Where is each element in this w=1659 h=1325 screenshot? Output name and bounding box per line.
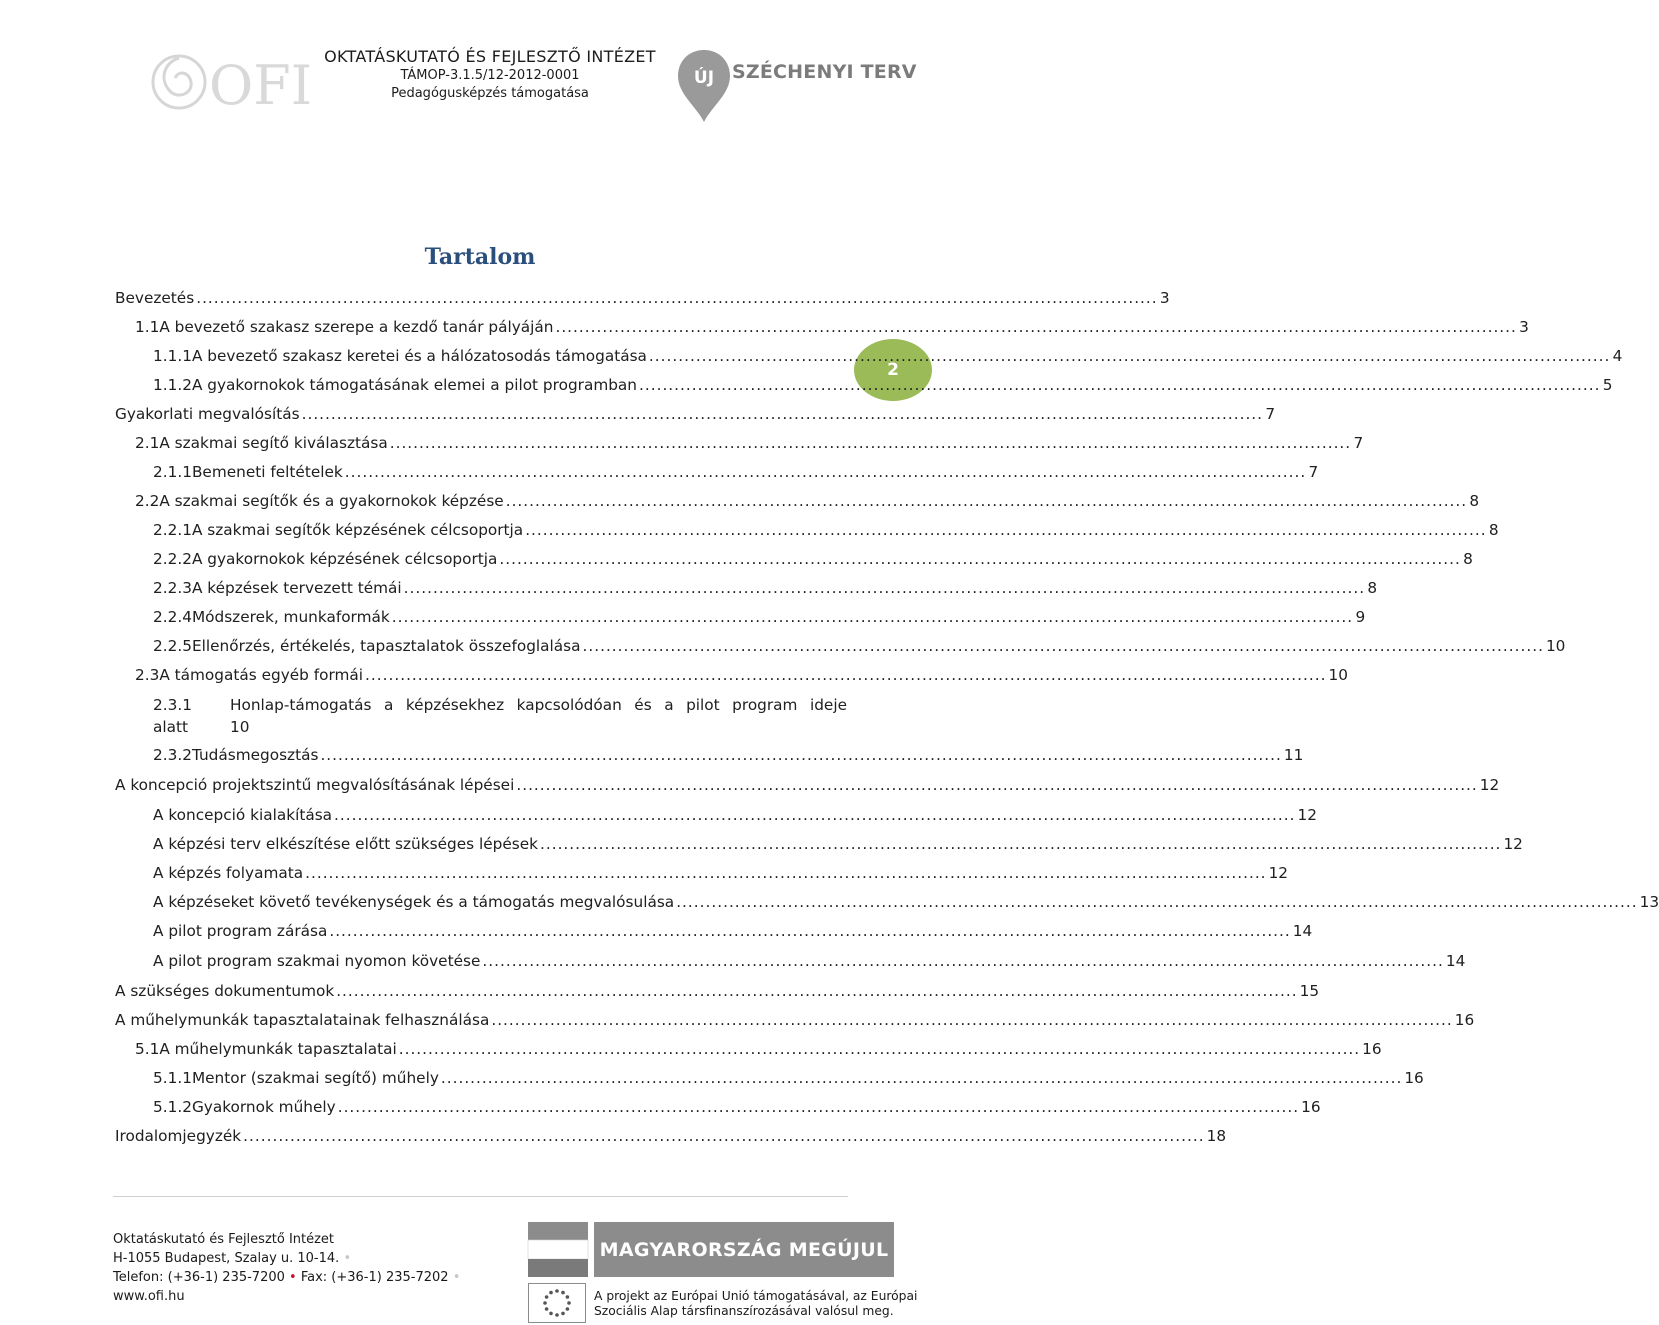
toc-entry-page: 10 <box>1545 637 1566 655</box>
toc-entry-page: 10 <box>230 718 250 736</box>
toc-entry-number: 2.2.1 <box>153 521 192 539</box>
toc-leader: .................................................................................................................................................................... <box>648 347 1611 365</box>
toc-entry-page: 18 <box>1206 1127 1227 1145</box>
toc-entry-label: A támogatás egyéb formái <box>159 666 364 684</box>
toc-entry-label: A koncepció projektszintű megvalósításának lépései <box>115 776 515 794</box>
toc-entry-page: 7 <box>1353 434 1364 452</box>
toc-leader: .................................................................................................................................................................... <box>539 835 1502 853</box>
toc-entry-page: 13 <box>1639 893 1659 911</box>
toc-entry-number: 2.1 <box>135 434 160 452</box>
bullet-icon: • <box>343 1251 352 1266</box>
toc-entry-number: 2.3.2 <box>153 746 192 764</box>
toc-leader: .................................................................................................................................................................... <box>243 1127 1205 1145</box>
toc-entry-page: 3 <box>1519 318 1529 336</box>
toc-entry[interactable] <box>153 950 1466 972</box>
institute-name: OKTATÁSKUTATÓ ÉS FEJLESZTŐ INTÉZET <box>324 47 656 66</box>
toc-entry-label: Irodalomjegyzék <box>115 1127 242 1145</box>
toc-entry-page: 14 <box>1445 952 1466 970</box>
toc-entry-number: 2.2.5 <box>153 637 192 655</box>
toc-entry-label: Ellenőrzés, értékelés, tapasztalatok összefoglalása <box>191 637 581 655</box>
toc-entry[interactable] <box>153 833 1523 855</box>
toc-entry-label: A szakmai segítő kiválasztása <box>159 434 388 452</box>
toc-entry-page: 16 <box>1454 1011 1475 1029</box>
toc-entry-label: A bevezető szakasz keretei és a hálózatosodás támogatása <box>191 347 647 365</box>
header-text <box>300 46 680 103</box>
toc-entry-page: 12 <box>1268 864 1289 882</box>
toc-entry[interactable] <box>153 606 1366 628</box>
toc-entry[interactable] <box>115 774 1500 796</box>
toc-entry-number: 1.1 <box>135 318 160 336</box>
eu-note-line: A projekt az Európai Unió támogatásával, az Európai <box>594 1289 918 1303</box>
toc-entry-label: A pilot program zárása <box>153 922 328 940</box>
toc-entry-number: 2.2.2 <box>153 550 192 568</box>
toc-entry-page: 11 <box>1283 746 1304 764</box>
toc-leader: .................................................................................................................................................................... <box>555 318 1517 336</box>
footer-divider <box>113 1196 848 1197</box>
toc-entry[interactable] <box>115 1009 1475 1031</box>
toc-entry[interactable] <box>153 891 1659 913</box>
toc-leader: .................................................................................................................................................................... <box>499 550 1461 568</box>
toc-entry-number: 5.1.2 <box>153 1098 192 1116</box>
toc-entry-page: 10 <box>1328 666 1348 684</box>
toc-leader: .................................................................................................................................................................... <box>389 434 1352 452</box>
toc-entry-label: A szükséges dokumentumok <box>115 982 335 1000</box>
toc-entry-number: 1.1.1 <box>153 347 192 365</box>
toc-leader: .................................................................................................................................................................... <box>196 289 1158 307</box>
toc-leader: .................................................................................................................................................................... <box>582 637 1544 655</box>
toc-entry[interactable] <box>153 1096 1321 1118</box>
toc-leader: .................................................................................................................................................................... <box>337 1098 1300 1116</box>
toc-entry-label: A szakmai segítők képzésének célcsoportja <box>191 521 524 539</box>
bullet-icon: • <box>452 1270 461 1285</box>
toc-entry-page: 16 <box>1362 1040 1382 1058</box>
toc-entry[interactable] <box>153 577 1378 599</box>
toc-entry[interactable] <box>153 862 1289 884</box>
toc-leader: .................................................................................................................................................................... <box>305 864 1267 882</box>
toc-entry[interactable] <box>153 744 1304 766</box>
toc-leader: .................................................................................................................................................................... <box>391 608 1354 626</box>
toc-entry[interactable] <box>153 694 847 738</box>
toc-entry-label: A szakmai segítők és a gyakornokok képzése <box>159 492 504 510</box>
toc-entry-label: Honlap-támogatás a képzésekhez kapcsolódóan és a pilot program ideje <box>230 696 847 714</box>
hungarian-flag-icon <box>528 1222 588 1277</box>
toc-entry-page: 14 <box>1292 922 1313 940</box>
toc-entry[interactable] <box>153 635 1566 657</box>
eu-funding-note <box>594 1289 917 1319</box>
toc-entry[interactable] <box>153 1067 1424 1089</box>
toc-entry[interactable] <box>153 374 1613 396</box>
toc-entry-label: Mentor (szakmai segítő) műhely <box>191 1069 439 1087</box>
toc-leader: .................................................................................................................................................................... <box>516 776 1478 794</box>
footer-website[interactable]: www.ofi.hu <box>113 1289 185 1304</box>
toc-entry-page: 9 <box>1355 608 1366 626</box>
toc-entry-page: 8 <box>1367 579 1378 597</box>
toc-entry-page: 7 <box>1265 405 1276 423</box>
toc-leader: .................................................................................................................................................................... <box>505 492 1468 510</box>
toc-entry-label: A műhelymunkák tapasztalatainak felhasználása <box>115 1011 490 1029</box>
toc-leader: .................................................................................................................................................................... <box>334 806 1296 824</box>
toc-entry-label: Bevezetés <box>115 289 195 307</box>
toc-entry[interactable] <box>153 804 1317 826</box>
toc-entry-label: A képzési terv elkészítése előtt szükséges lépések <box>153 835 538 853</box>
toc-entry-label: A képzések tervezett témái <box>191 579 402 597</box>
toc-entry-label: A gyakornokok képzésének célcsoportja <box>191 550 498 568</box>
toc-entry-page: 16 <box>1404 1069 1424 1087</box>
toc-entry[interactable] <box>153 345 1623 367</box>
toc-entry[interactable] <box>135 432 1364 454</box>
magyarorszag-megujul-banner: MAGYARORSZÁG MEGÚJUL <box>594 1222 894 1277</box>
toc-entry-label: A gyakornokok támogatásának elemei a pilot programban <box>191 376 637 394</box>
toc-entry-number: 2.2.4 <box>153 608 192 626</box>
svg-text:OFI: OFI <box>209 54 313 117</box>
toc-entry[interactable] <box>153 461 1319 483</box>
page-number-badge: 2 <box>854 339 932 401</box>
footer-org: Oktatáskutató és Fejlesztő Intézet <box>113 1232 335 1247</box>
toc-leader: .................................................................................................................................................................... <box>525 521 1487 539</box>
toc-entry[interactable] <box>153 920 1313 942</box>
toc-leader: .................................................................................................................................................................... <box>440 1069 1403 1087</box>
toc-entry-page: 4 <box>1612 347 1623 365</box>
toc-entry-page: 5 <box>1602 376 1613 394</box>
eu-flag-icon <box>528 1283 586 1323</box>
toc-leader: .................................................................................................................................................................... <box>639 376 1601 394</box>
footer-fax: Fax: (+36-1) 235-7202 <box>300 1270 449 1285</box>
toc-entry-number: 2.1.1 <box>153 463 192 481</box>
toc-entry[interactable] <box>153 519 1499 541</box>
toc-entry-number: 5.1.1 <box>153 1069 192 1087</box>
toc-leader: .................................................................................................................................................................... <box>344 463 1307 481</box>
project-code: TÁMOP-3.1.5/12-2012-0001 <box>400 68 580 83</box>
toc-leader: .................................................................................................................................................................... <box>301 405 1264 423</box>
svg-text:ÚJ: ÚJ <box>693 68 715 88</box>
project-subtitle: Pedagógusképzés támogatása <box>391 86 589 101</box>
toc-leader: .................................................................................................................................................................... <box>320 746 1282 764</box>
toc-entry-label: Gyakornok műhely <box>191 1098 336 1116</box>
footer-phone: Telefon: (+36-1) 235-7200 <box>113 1270 285 1285</box>
footer-contact <box>113 1230 460 1306</box>
toc-entry[interactable] <box>115 403 1276 425</box>
toc-entry-page: 12 <box>1479 776 1500 794</box>
toc-entry-label: A képzés folyamata <box>153 864 304 882</box>
toc-entry-label: A koncepció kialakítása <box>153 806 333 824</box>
toc-entry[interactable] <box>115 1125 1227 1147</box>
toc-entry-label-continued: alatt <box>153 718 188 736</box>
toc-entry-number: 2.3 <box>135 666 160 684</box>
toc-entry-label: Bemeneti feltételek <box>191 463 343 481</box>
toc-entry-page: 3 <box>1159 289 1170 307</box>
toc-entry[interactable] <box>135 316 1529 338</box>
toc-entry-label: A bevezető szakasz szerepe a kezdő tanár pályáján <box>159 318 554 336</box>
toc-entry-page: 8 <box>1488 521 1499 539</box>
toc-leader: .................................................................................................................................................................... <box>329 922 1291 940</box>
toc-leader: .................................................................................................................................................................... <box>491 1011 1453 1029</box>
toc-entry-page: 12 <box>1297 806 1317 824</box>
toc-entry-page: 16 <box>1301 1098 1321 1116</box>
ofi-logo <box>143 44 313 117</box>
eu-note-line: Szociális Alap társfinanszírozásával valósul meg. <box>594 1304 894 1318</box>
toc-leader: .................................................................................................................................................................... <box>676 893 1638 911</box>
toc-entry[interactable] <box>153 548 1473 570</box>
toc-entry[interactable] <box>135 490 1480 512</box>
toc-leader: .................................................................................................................................................................... <box>365 666 1327 684</box>
footer-address: H-1055 Budapest, Szalay u. 10-14. <box>113 1251 340 1266</box>
toc-entry-page: 8 <box>1469 492 1480 510</box>
toc-leader: .................................................................................................................................................................... <box>336 982 1298 1000</box>
toc-entry-number: 2.2 <box>135 492 160 510</box>
toc-entry[interactable] <box>135 1038 1382 1060</box>
toc-entry-number: 1.1.2 <box>153 376 192 394</box>
toc-entry[interactable] <box>135 664 1348 686</box>
toc-leader: .................................................................................................................................................................... <box>403 579 1366 597</box>
toc-entry-number: 2.2.3 <box>153 579 192 597</box>
toc-leader: .................................................................................................................................................................... <box>482 952 1444 970</box>
toc-entry-number: 5.1 <box>135 1040 160 1058</box>
toc-entry-page: 15 <box>1299 982 1320 1000</box>
toc-entry[interactable] <box>115 287 1170 309</box>
szechenyi-terv-logo <box>676 46 926 126</box>
toc-entry-label: Tudásmegosztás <box>191 746 319 764</box>
toc-entry-label: Gyakorlati megvalósítás <box>115 405 300 423</box>
toc-entry-label: A képzéseket követő tevékenységek és a támogatás megvalósulása <box>153 893 675 911</box>
toc-entry-page: 7 <box>1308 463 1319 481</box>
toc-entry-page: 12 <box>1503 835 1523 853</box>
szechenyi-terv-text: SZÉCHENYI TERV <box>732 61 917 83</box>
toc-title: Tartalom <box>424 244 536 270</box>
toc-entry-label: A pilot program szakmai nyomon követése <box>153 952 481 970</box>
toc-entry[interactable] <box>115 980 1320 1002</box>
toc-entry-page: 8 <box>1463 550 1473 568</box>
toc-entry-label: A műhelymunkák tapasztalatai <box>159 1040 397 1058</box>
toc-entry-number: 2.3.1 <box>153 696 192 714</box>
bullet-icon: • <box>289 1270 297 1285</box>
toc-entry-label: Módszerek, munkaformák <box>191 608 390 626</box>
toc-leader: .................................................................................................................................................................... <box>398 1040 1361 1058</box>
